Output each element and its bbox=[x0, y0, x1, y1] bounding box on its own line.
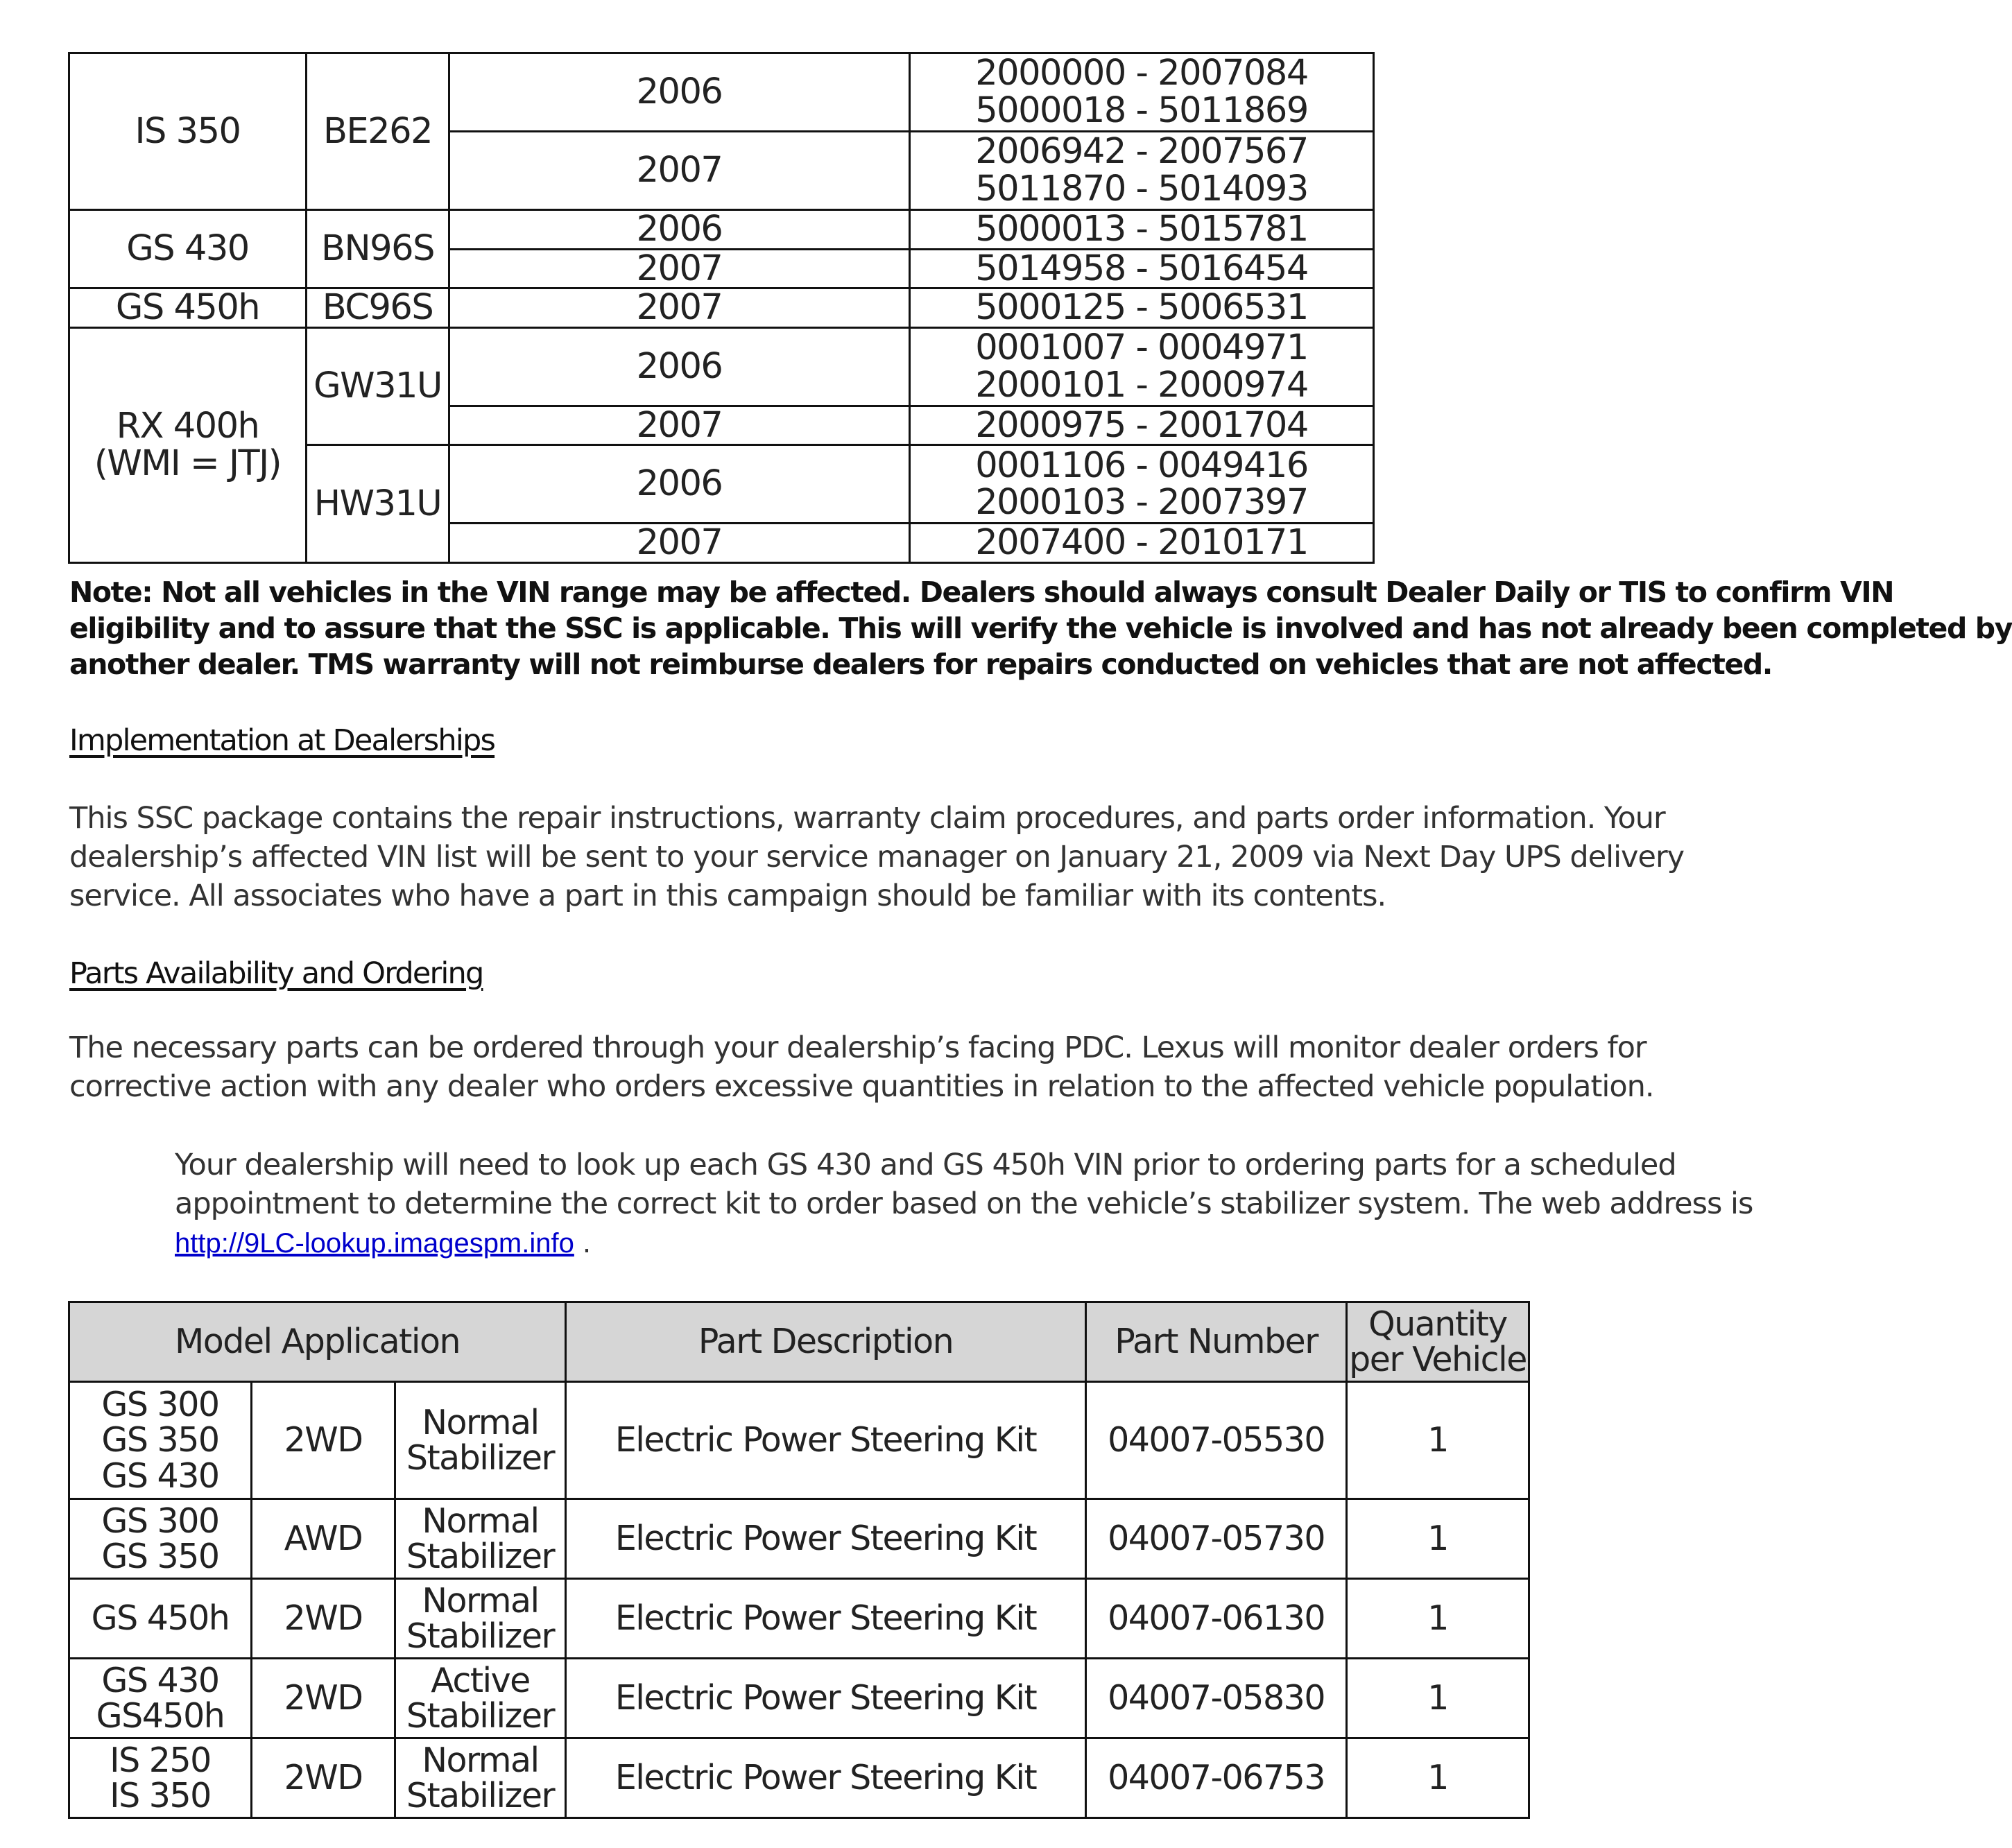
stabilizer-cell bbox=[395, 1659, 566, 1738]
drive-cell: 2WD bbox=[252, 1579, 395, 1659]
year-cell: 2006 bbox=[449, 53, 910, 132]
lookup-link-line bbox=[175, 1223, 1753, 1263]
model-wmi: (WMI = JTJ) bbox=[94, 442, 282, 484]
table-row bbox=[69, 1659, 1529, 1738]
model-name: GS 450h bbox=[91, 1598, 230, 1639]
table-row bbox=[69, 1499, 1529, 1579]
stabilizer-line: Active bbox=[431, 1660, 530, 1700]
code-cell: BC96S bbox=[307, 288, 449, 328]
header-quantity-line: Quantity bbox=[1368, 1304, 1507, 1344]
vin-range-cell: 5000013 - 5015781 bbox=[910, 210, 1374, 250]
model-name: GS 350 bbox=[101, 1420, 219, 1460]
table-row bbox=[69, 1382, 1529, 1499]
year-cell: 2006 bbox=[449, 445, 910, 524]
vin-range-line: 5011870 - 5014093 bbox=[975, 169, 1308, 209]
description-cell: Electric Power Steering Kit bbox=[566, 1499, 1086, 1579]
paragraph-line: The necessary parts can be ordered through your dealership’s facing PDC. Lexus will monitor dealer orders for bbox=[69, 1030, 1646, 1065]
year-cell: 2006 bbox=[449, 210, 910, 250]
note-line: another dealer. TMS warranty will not reimburse dealers for repairs conducted on vehicles that are not affected. bbox=[69, 648, 1772, 681]
paragraph-line: service. All associates who have a part in this campaign should be familiar with its contents. bbox=[69, 879, 1386, 913]
stabilizer-line: Stabilizer bbox=[406, 1438, 555, 1478]
year-cell: 2007 bbox=[449, 132, 910, 210]
drive-cell: AWD bbox=[252, 1499, 395, 1579]
part-number-cell: 04007-06130 bbox=[1086, 1579, 1347, 1659]
part-number-cell: 04007-06753 bbox=[1086, 1738, 1347, 1818]
model-cell: GS 430 bbox=[69, 210, 307, 288]
model-cell: GS 450h bbox=[69, 288, 307, 328]
description-cell: Electric Power Steering Kit bbox=[566, 1382, 1086, 1499]
table-row bbox=[69, 327, 1374, 406]
vin-range-cell: 5000125 - 5006531 bbox=[910, 288, 1374, 328]
description-cell: Electric Power Steering Kit bbox=[566, 1579, 1086, 1659]
year-cell: 2007 bbox=[449, 288, 910, 328]
table-row bbox=[69, 53, 1374, 132]
model-name: GS 430 bbox=[101, 1456, 219, 1496]
year-cell: 2006 bbox=[449, 327, 910, 406]
models-cell bbox=[69, 1382, 252, 1499]
header-part-number: Part Number bbox=[1086, 1302, 1347, 1382]
drive-cell: 2WD bbox=[252, 1738, 395, 1818]
model-name: GS 300 bbox=[101, 1501, 219, 1541]
models-cell bbox=[69, 1738, 252, 1818]
header-quantity-line: per Vehicle bbox=[1349, 1340, 1527, 1379]
parts-heading: Parts Availability and Ordering bbox=[69, 956, 483, 991]
paragraph-line: Your dealership will need to look up each GS 430 and GS 450h VIN prior to ordering parts for a scheduled bbox=[175, 1148, 1676, 1182]
model-cell: IS 350 bbox=[69, 53, 307, 210]
model-name: IS 350 bbox=[110, 1776, 211, 1815]
drive-cell: 2WD bbox=[252, 1382, 395, 1499]
note-line: Note: Not all vehicles in the VIN range may be affected. Dealers should always consult Dealer Daily or TIS to confirm VIN bbox=[69, 576, 1894, 609]
table-row bbox=[69, 288, 1374, 328]
vin-range-cell bbox=[910, 53, 1374, 132]
stabilizer-line: Normal bbox=[422, 1580, 539, 1621]
header-model-application: Model Application bbox=[69, 1302, 566, 1382]
models-cell bbox=[69, 1499, 252, 1579]
vin-range-cell: 5014958 - 5016454 bbox=[910, 249, 1374, 288]
vin-lookup-link[interactable]: http://9LC-lookup.imagespm.info bbox=[175, 1228, 574, 1259]
vin-range-line: 2006942 - 2007567 bbox=[975, 131, 1308, 173]
vin-range-cell bbox=[910, 132, 1374, 210]
table-row bbox=[69, 1579, 1529, 1659]
stabilizer-line: Stabilizer bbox=[406, 1776, 555, 1815]
table-header-row bbox=[69, 1302, 1529, 1382]
code-cell: HW31U bbox=[307, 445, 449, 563]
table-row bbox=[69, 1738, 1529, 1818]
lookup-paragraph bbox=[175, 1146, 1753, 1263]
vin-range-line: 0001106 - 0049416 bbox=[975, 444, 1308, 486]
model-name: GS450h bbox=[96, 1696, 225, 1736]
quantity-cell: 1 bbox=[1347, 1579, 1529, 1659]
parts-table bbox=[68, 1301, 1530, 1819]
vin-range-table bbox=[68, 52, 1375, 564]
header-quantity bbox=[1347, 1302, 1529, 1382]
implementation-heading: Implementation at Dealerships bbox=[69, 723, 495, 758]
code-cell: BE262 bbox=[307, 53, 449, 210]
vin-note bbox=[69, 574, 2012, 682]
year-cell: 2007 bbox=[449, 406, 910, 445]
link-tail: . bbox=[574, 1227, 591, 1259]
models-cell bbox=[69, 1659, 252, 1738]
paragraph-line: This SSC package contains the repair instructions, warranty claim procedures, and parts order information. Your bbox=[69, 801, 1665, 836]
paragraph-line: dealership’s affected VIN list will be sent to your service manager on January 21, 2009 via Next Day UPS delivery bbox=[69, 840, 1685, 874]
note-line: eligibility and to assure that the SSC is applicable. This will verify the vehicle is involved and has not already been completed by bbox=[69, 612, 2012, 645]
model-cell bbox=[69, 327, 307, 562]
vin-range-cell bbox=[910, 445, 1374, 524]
part-number-cell: 04007-05730 bbox=[1086, 1499, 1347, 1579]
code-cell: GW31U bbox=[307, 327, 449, 445]
vin-range-line: 2000000 - 2007084 bbox=[975, 53, 1308, 94]
stabilizer-cell bbox=[395, 1738, 566, 1818]
quantity-cell: 1 bbox=[1347, 1382, 1529, 1499]
table-row bbox=[69, 210, 1374, 250]
vin-range-line: 2000101 - 2000974 bbox=[975, 364, 1308, 406]
drive-cell: 2WD bbox=[252, 1659, 395, 1738]
vin-range-line: 5000018 - 5011869 bbox=[975, 90, 1308, 131]
vin-range-cell bbox=[910, 327, 1374, 406]
description-cell: Electric Power Steering Kit bbox=[566, 1738, 1086, 1818]
part-number-cell: 04007-05530 bbox=[1086, 1382, 1347, 1499]
quantity-cell: 1 bbox=[1347, 1499, 1529, 1579]
paragraph-line: appointment to determine the correct kit to order based on the vehicle’s stabilizer system. The web address is bbox=[175, 1186, 1753, 1221]
quantity-cell: 1 bbox=[1347, 1659, 1529, 1738]
quantity-cell: 1 bbox=[1347, 1738, 1529, 1818]
implementation-paragraph bbox=[69, 799, 1684, 915]
vin-range-cell: 2007400 - 2010171 bbox=[910, 524, 1374, 563]
stabilizer-line: Stabilizer bbox=[406, 1616, 555, 1656]
description-cell: Electric Power Steering Kit bbox=[566, 1659, 1086, 1738]
model-name: RX 400h bbox=[116, 406, 259, 447]
paragraph-line: corrective action with any dealer who orders excessive quantities in relation to the affected vehicle population. bbox=[69, 1069, 1654, 1104]
stabilizer-line: Stabilizer bbox=[406, 1537, 555, 1576]
model-name: IS 250 bbox=[110, 1740, 211, 1780]
stabilizer-cell bbox=[395, 1579, 566, 1659]
header-part-description: Part Description bbox=[566, 1302, 1086, 1382]
model-name: GS 350 bbox=[101, 1537, 219, 1576]
year-cell: 2007 bbox=[449, 249, 910, 288]
year-cell: 2007 bbox=[449, 524, 910, 563]
models-cell bbox=[69, 1579, 252, 1659]
parts-paragraph bbox=[69, 1028, 1654, 1106]
stabilizer-line: Stabilizer bbox=[406, 1696, 555, 1736]
stabilizer-cell bbox=[395, 1382, 566, 1499]
stabilizer-line: Normal bbox=[422, 1402, 539, 1442]
model-name: GS 430 bbox=[101, 1660, 219, 1700]
vin-range-line: 0001007 - 0004971 bbox=[975, 327, 1308, 369]
stabilizer-line: Normal bbox=[422, 1501, 539, 1541]
stabilizer-line: Normal bbox=[422, 1740, 539, 1780]
vin-range-cell: 2000975 - 2001704 bbox=[910, 406, 1374, 445]
part-number-cell: 04007-05830 bbox=[1086, 1659, 1347, 1738]
model-name: GS 300 bbox=[101, 1384, 219, 1424]
code-cell: BN96S bbox=[307, 210, 449, 288]
stabilizer-cell bbox=[395, 1499, 566, 1579]
vin-range-line: 2000103 - 2007397 bbox=[975, 482, 1308, 524]
